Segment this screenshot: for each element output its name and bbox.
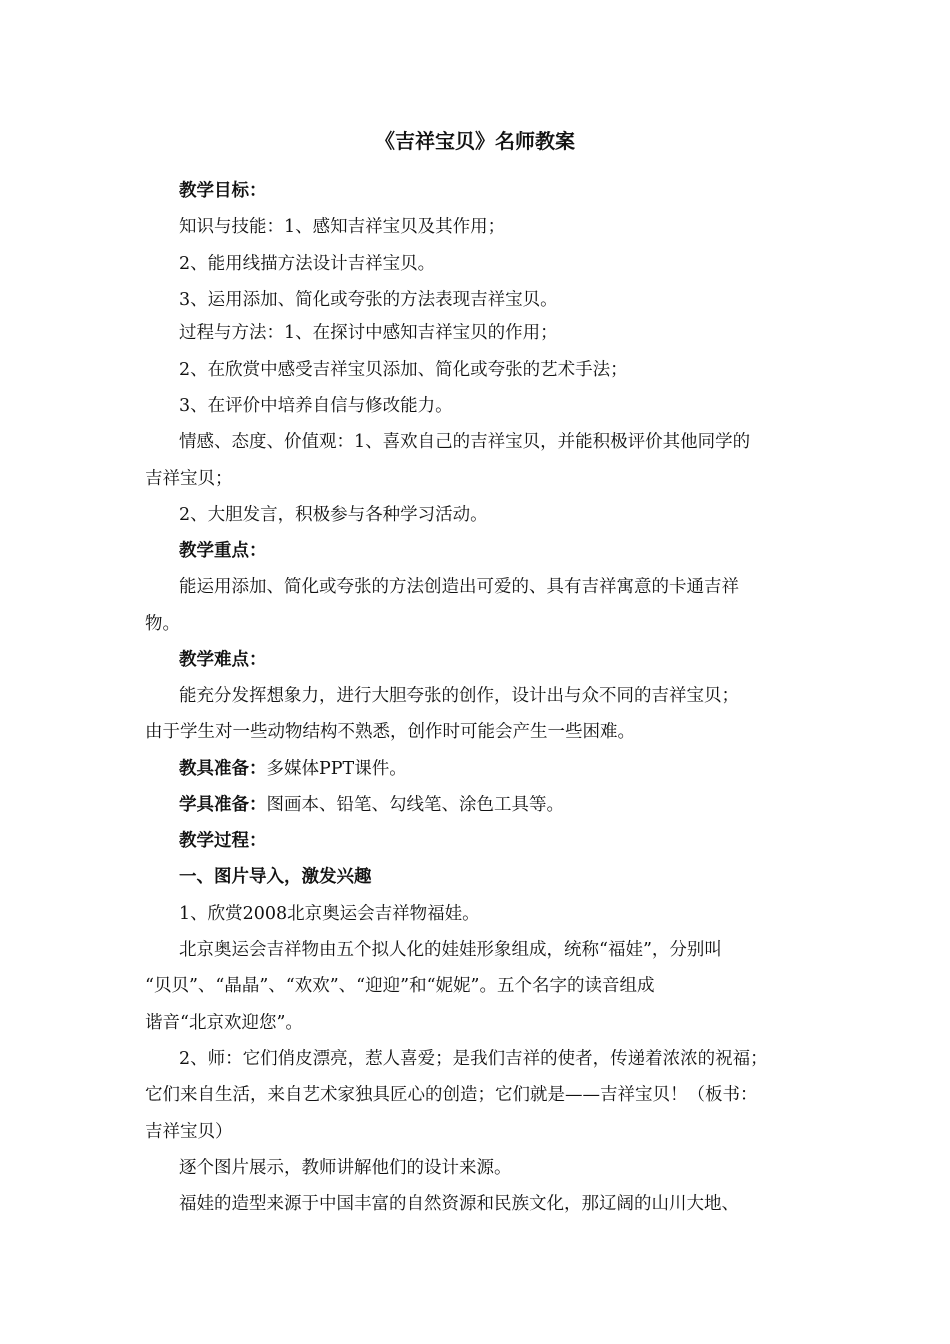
objectives-heading: 教学目标：: [179, 181, 267, 201]
process-paragraph-5-line-1: 福娃的造型来源于中国丰富的自然资源和民族文化，那辽阔的山川大地、: [179, 1194, 739, 1214]
process-paragraph-2-line-2: “贝贝”、“晶晶”、“欢欢”、“迎迎”和“妮妮”。五个名字的读音组成: [145, 976, 655, 996]
teacher-prep-text: 多媒体PPT课件。: [266, 759, 407, 779]
objective-emotion-1: 情感、态度、价值观：1、喜欢自己的吉祥宝贝，并能积极评价其他同学的: [179, 432, 751, 452]
student-prep-text: 图画本、铅笔、勾线笔、涂色工具等。: [266, 795, 564, 815]
objective-emotion-1-cont: 吉祥宝贝；: [145, 469, 233, 489]
key-points-heading: 教学重点：: [179, 541, 267, 561]
process-paragraph-2-line-3: 谐音“北京欢迎您”。: [145, 1013, 303, 1033]
difficulties-line-2: 由于学生对一些动物结构不熟悉，创作时可能会产生一些困难。: [145, 722, 635, 742]
key-points-line-1: 能运用添加、简化或夸张的方法创造出可爱的、具有吉祥寓意的卡通吉祥: [179, 577, 739, 597]
objective-knowledge-2: 2、能用线描方法设计吉祥宝贝。: [179, 254, 436, 274]
student-prep: [145, 790, 859, 820]
objective-process-1: 过程与方法：1、在探讨中感知吉祥宝贝的作用；: [179, 323, 558, 343]
objective-knowledge-3: 3、运用添加、简化或夸张的方法表现吉祥宝贝。: [179, 290, 558, 310]
objective-process-2: 2、在欣赏中感受吉祥宝贝添加、简化或夸张的艺术手法；: [179, 360, 628, 380]
process-paragraph-2-line-1: 北京奥运会吉祥物由五个拟人化的娃娃形象组成，统称“福娃”，分别叫: [179, 940, 722, 960]
process-paragraph-3-line-3: 吉祥宝贝）: [145, 1122, 233, 1142]
process-paragraph-3-line-2: 它们来自生活，来自艺术家独具匠心的创造；它们就是——吉祥宝贝！（板书：: [145, 1085, 758, 1105]
process-paragraph-4: 逐个图片展示，教师讲解他们的设计来源。: [179, 1158, 512, 1178]
teacher-prep-label: 教具准备：: [179, 759, 267, 779]
document-title: 《吉祥宝贝》名师教案: [375, 129, 575, 153]
difficulties-line-1: 能充分发挥想象力，进行大胆夸张的创作，设计出与众不同的吉祥宝贝；: [179, 686, 739, 706]
difficulties-heading: 教学难点：: [179, 650, 267, 670]
teacher-prep: [145, 754, 859, 784]
key-points-line-1-cont: 物。: [145, 614, 180, 634]
process-paragraph-3-line-1: 2、师：它们俏皮漂亮，惹人喜爱；是我们吉祥的使者，传递着浓浓的祝福；: [179, 1049, 768, 1069]
objective-emotion-2: 2、大胆发言，积极参与各种学习活动。: [179, 505, 488, 525]
process-paragraph-1: 1、欣赏2008北京奥运会吉祥物福娃。: [179, 904, 480, 924]
objective-knowledge-1: 知识与技能：1、感知吉祥宝贝及其作用；: [179, 217, 506, 237]
process-heading: 教学过程：: [179, 831, 267, 851]
section-1-heading: 一、图片导入，激发兴趣: [179, 867, 372, 887]
objective-process-3: 3、在评价中培养自信与修改能力。: [179, 396, 453, 416]
student-prep-label: 学具准备：: [179, 795, 267, 815]
